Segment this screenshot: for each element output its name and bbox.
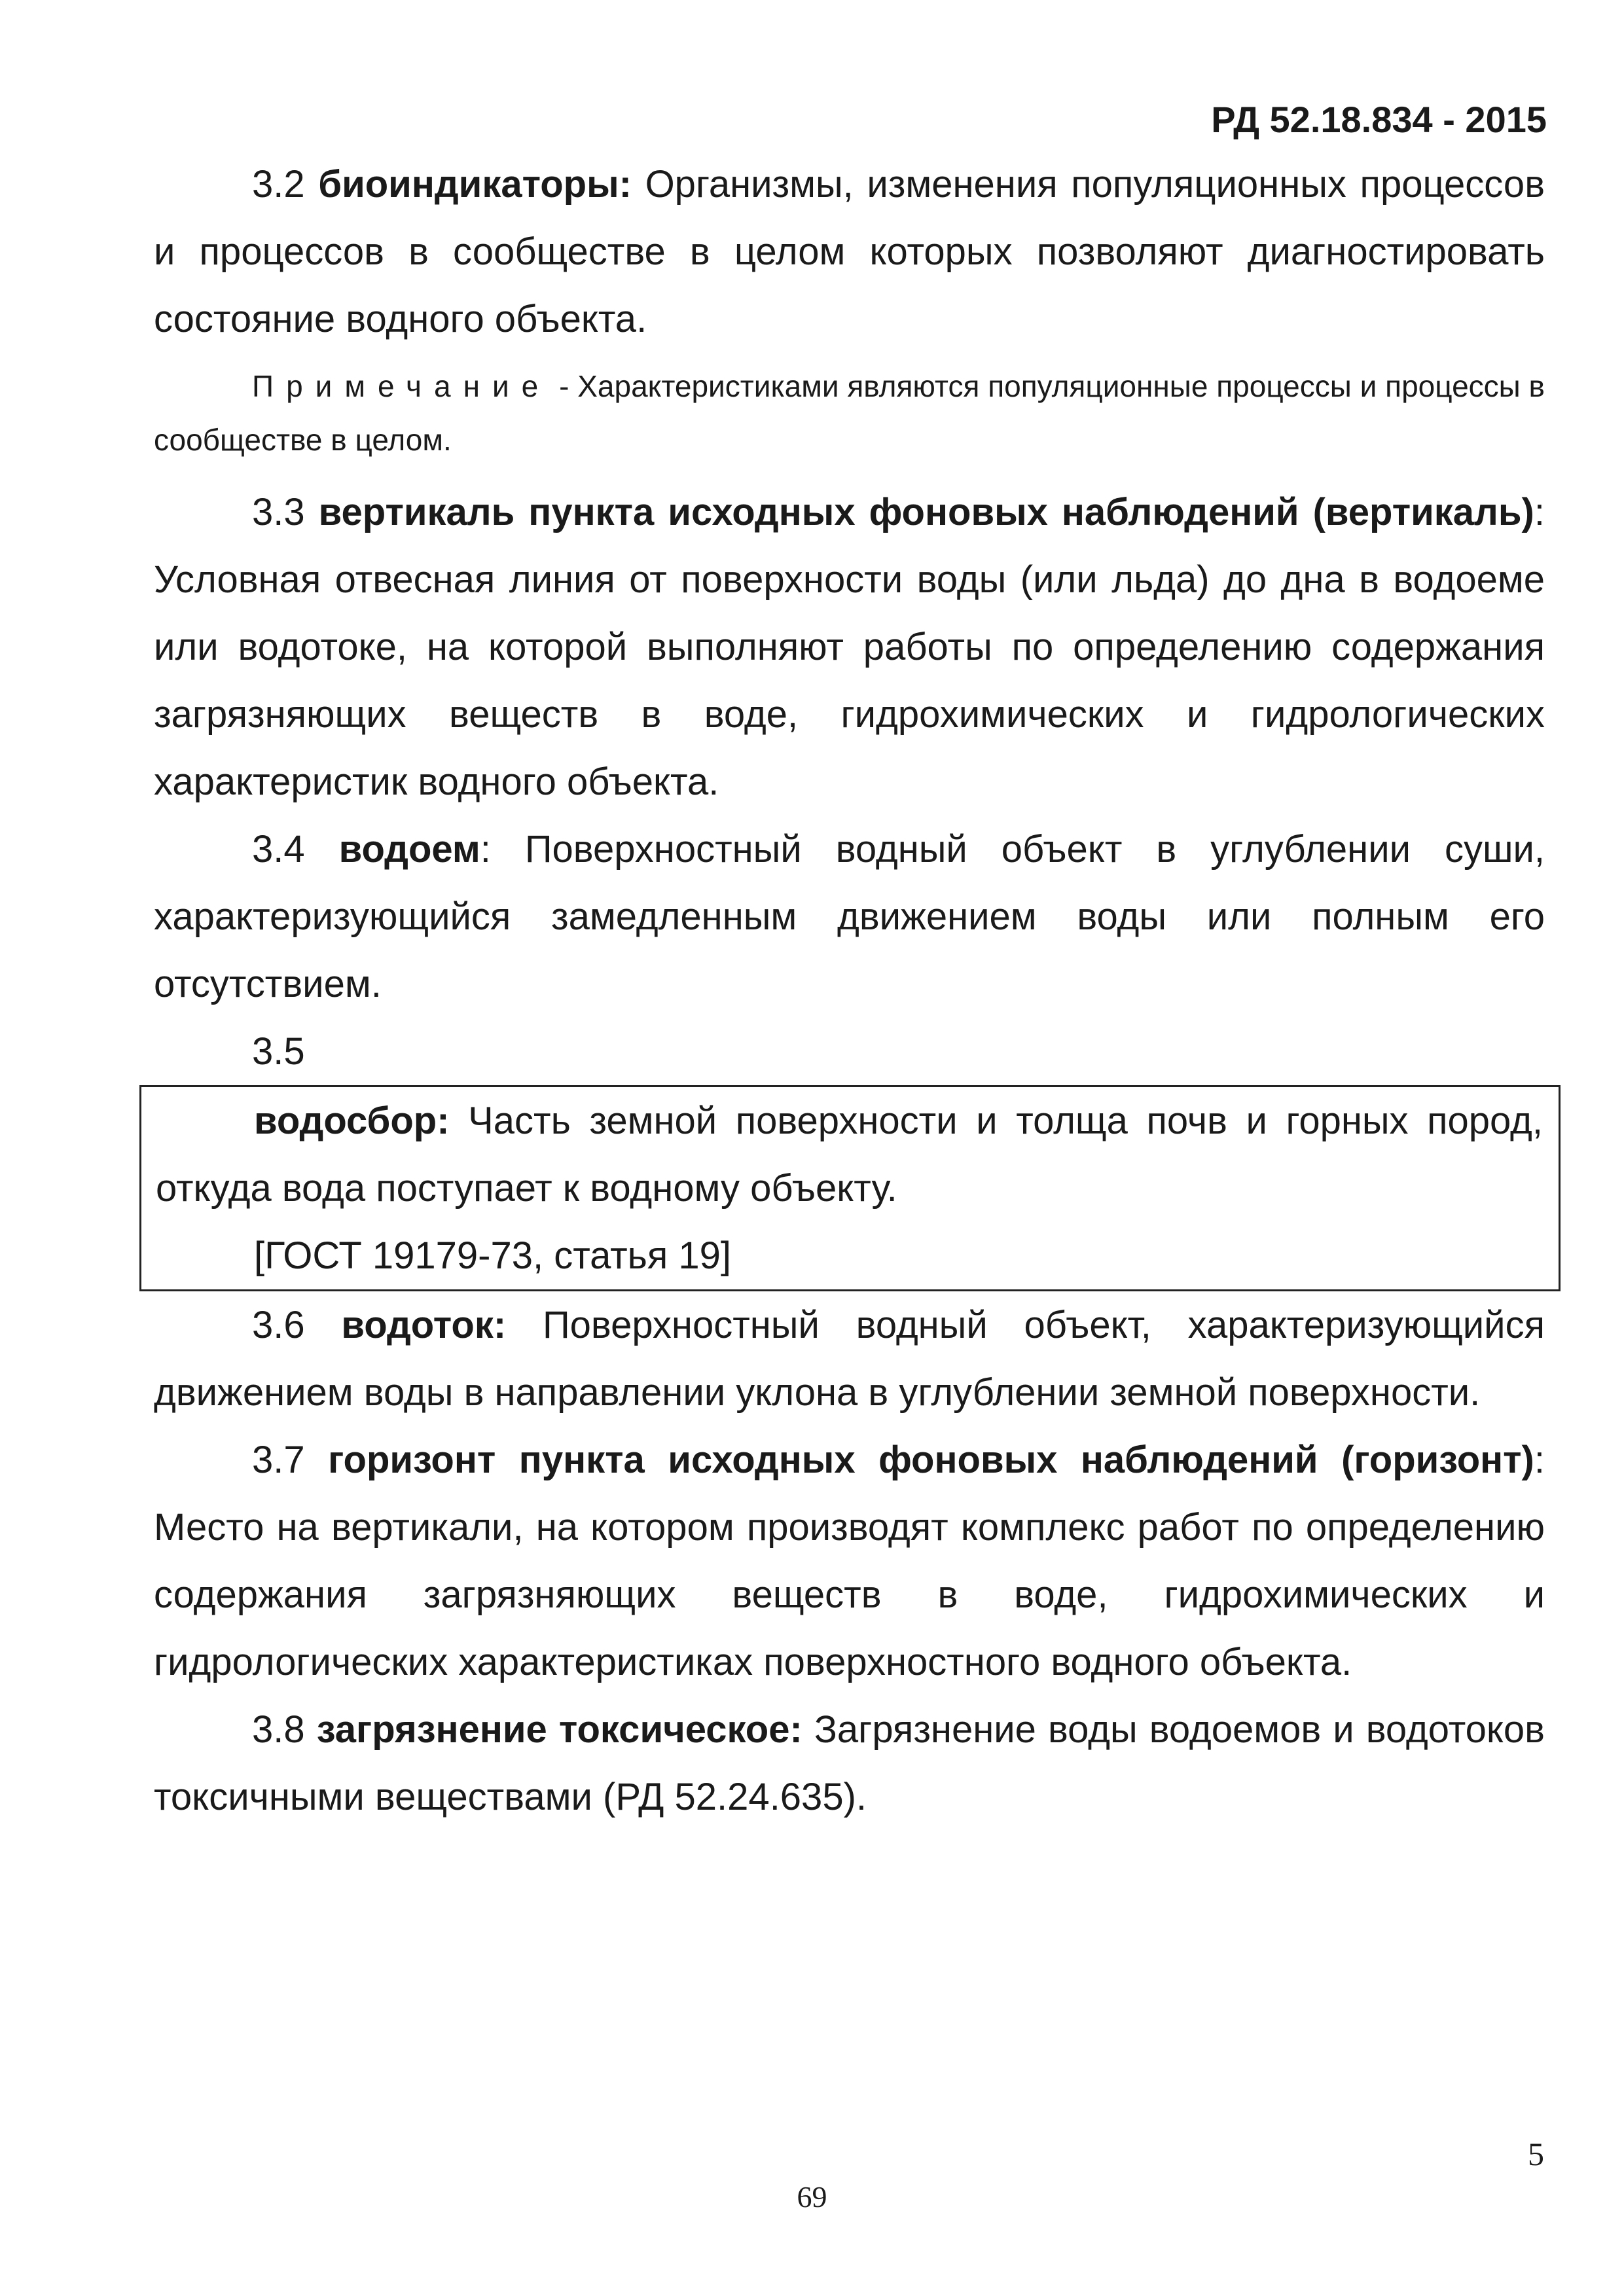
item-term: вертикаль пункта исходных фоновых наблюдений (вертикаль)	[318, 491, 1534, 533]
item-definition: Часть земной поверхности и толща почв и горных пород, откуда вода поступает к водному объекту.	[156, 1100, 1543, 1210]
item-3-5-number	[154, 1018, 1545, 1085]
quoted-definition-box	[139, 1085, 1561, 1291]
item-3-3	[154, 478, 1545, 816]
note	[154, 359, 1545, 467]
item-3-2	[154, 151, 1545, 353]
item-number: 3.8	[252, 1708, 317, 1751]
item-3-6	[154, 1291, 1545, 1426]
item-3-8	[154, 1696, 1545, 1831]
item-definition: : Поверхностный водный объект в углублении суши, характеризующийся замедленным движением воды или полным его отсутствием.	[154, 828, 1545, 1005]
item-term: биоиндикаторы:	[318, 163, 632, 206]
item-number: 3.5	[252, 1030, 305, 1073]
item-definition: Загрязнение воды водоемов и водотоков токсичными веществами (РД 52.24.635).	[154, 1708, 1545, 1818]
document-code: РД 52.18.834 - 2015	[1211, 99, 1547, 140]
item-term: водоем	[338, 828, 480, 870]
item-source: [ГОСТ 19179-73, статья 19]	[254, 1234, 732, 1277]
item-3-7	[154, 1426, 1545, 1696]
item-number: 3.4	[252, 828, 339, 870]
item-definition: : Условная отвесная линия от поверхности воды (или льда) до дна в водоеме или водотоке, на которой выполняют работы по определению содержания загрязняющих веществ в воде, гидрохимических и гидрологических характеристик водного объекта.	[154, 491, 1545, 803]
item-definition: Организмы, изменения популяционных процессов и процессов в сообществе в целом которых позволяют диагностировать состояние водного объекта.	[154, 163, 1545, 340]
item-number: 3.2	[252, 163, 319, 206]
sheet-number: 69	[797, 2180, 827, 2214]
item-term: загрязнение токсическое:	[316, 1708, 803, 1751]
page-number: 5	[1528, 2136, 1544, 2172]
item-3-5	[156, 1087, 1543, 1222]
item-number: 3.3	[252, 491, 319, 533]
item-term: горизонт пункта исходных фоновых наблюдений (горизонт)	[328, 1439, 1534, 1481]
item-term: водосбор:	[254, 1100, 450, 1142]
item-definition: : Место на вертикали, на котором производят комплекс работ по определению содержания загрязняющих веществ в воде, гидрохимических и гидрологических характеристиках поверхностного водного объекта.	[154, 1439, 1545, 1683]
note-text: - Характеристиками являются популяционные процессы и процессы в сообществе в целом.	[154, 369, 1545, 457]
item-definition: Поверхностный водный объект, характеризующийся движением воды в направлении уклона в углублении земной поверхности.	[154, 1304, 1545, 1414]
item-number: 3.7	[252, 1439, 329, 1481]
item-3-4	[154, 816, 1545, 1018]
item-term: водоток:	[341, 1304, 507, 1346]
note-label: Примечание	[252, 369, 551, 403]
item-number: 3.6	[252, 1304, 342, 1346]
document-body	[154, 151, 1545, 1831]
